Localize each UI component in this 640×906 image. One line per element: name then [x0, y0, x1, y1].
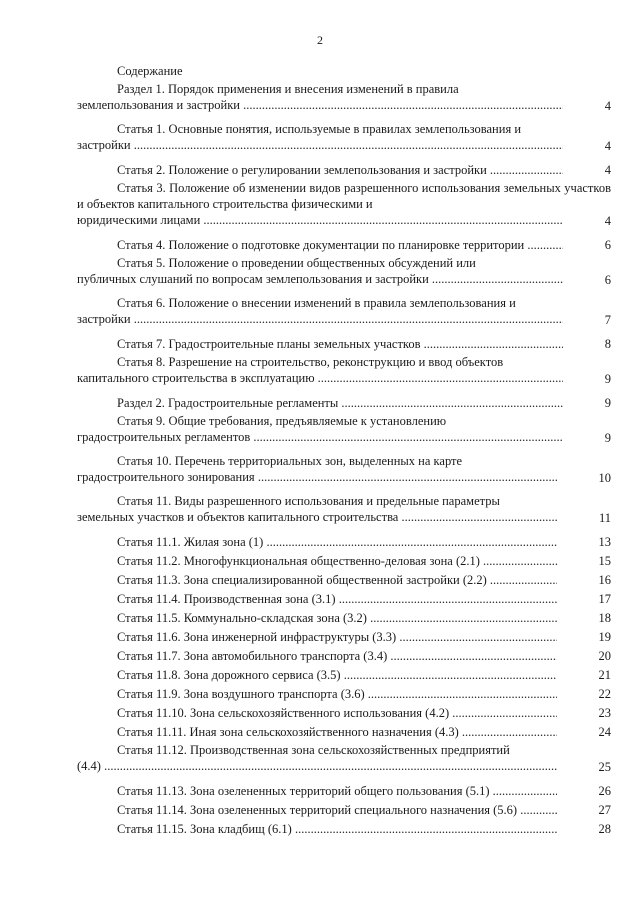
toc-entry[interactable] — [77, 704, 611, 723]
page-number: 2 — [317, 33, 323, 47]
toc-entry-title-continuation: градостроительных регламентов ..... — [77, 429, 611, 445]
toc-page-number: 4 — [563, 98, 611, 114]
toc-entry[interactable] — [77, 81, 611, 114]
toc-entry[interactable] — [77, 723, 611, 742]
toc-entry[interactable] — [77, 742, 611, 775]
toc-page-number: 28 — [557, 820, 612, 839]
toc-page-number: 22 — [557, 685, 612, 704]
toc-page-number: 4 — [563, 213, 611, 229]
toc-entry-title: Статья 11.13. Зона озелененных территорий общего пользования (5.1) — [117, 784, 490, 798]
toc-page-number: 13 — [557, 533, 612, 552]
toc-page-number: 17 — [557, 590, 612, 609]
toc-entry-title: Статья 11.12. Производственная зона сельскохозяйственных предприятий — [117, 743, 510, 757]
toc-entry-title: Статья 11.14. Зона озелененных территорий специального назначения (5.6) — [117, 803, 518, 817]
toc-entry[interactable] — [77, 685, 611, 704]
toc-entry[interactable] — [77, 453, 611, 486]
toc-page-number: 18 — [557, 609, 612, 628]
toc-entry-title-continuation: капитального строительства в эксплуатацию ..... — [77, 370, 611, 386]
toc-entry-title: Статья 11.9. Зона воздушного транспорта (3.6) — [117, 687, 365, 701]
toc-page-number: 25 — [557, 759, 612, 775]
toc-entry-title: Статья 6. Положение о внесении изменений в правила землепользования и — [117, 296, 516, 310]
toc-heading: Содержание — [117, 64, 183, 78]
toc-entry-title: Статья 7. Градостроительные планы земельных участков — [117, 337, 421, 351]
toc-page-number: 6 — [563, 236, 611, 255]
toc-entry[interactable] — [77, 552, 611, 571]
toc-page-number: 10 — [557, 470, 612, 486]
toc-page-number: 11 — [557, 510, 611, 526]
toc-entry[interactable] — [77, 236, 611, 255]
toc-entry-title-continuation: публичных слушаний по вопросам землепользования и застройки ..... — [77, 271, 611, 287]
toc-entry[interactable] — [77, 295, 611, 328]
toc-entry-title: Статья 11.15. Зона кладбищ (6.1) — [117, 822, 292, 836]
toc-entry-title: Статья 11.7. Зона автомобильного транспорта (3.4) — [117, 649, 388, 663]
toc-entry-title-continuation: землепользования и застройки ..... — [77, 97, 611, 113]
toc-entry-title-continuation: застройки ..... — [77, 137, 611, 153]
toc-entry[interactable] — [77, 493, 611, 526]
toc-page-number: 26 — [557, 782, 612, 801]
toc-page-number: 15 — [557, 552, 612, 571]
toc-entry[interactable] — [77, 354, 611, 387]
table-of-contents — [77, 62, 611, 839]
toc-page-number: 8 — [563, 335, 611, 354]
toc-page-number: 4 — [563, 161, 611, 180]
toc-page-number: 9 — [563, 394, 611, 413]
toc-entry[interactable] — [77, 255, 611, 288]
toc-entry-title-continuation: градостроительного зонирования ..... — [77, 469, 611, 485]
toc-entry-title: Статья 11.8. Зона дорожного сервиса (3.5) — [117, 668, 341, 682]
toc-entry-title: Статья 11.10. Зона сельскохозяйственного использования (4.2) — [117, 706, 450, 720]
toc-entry[interactable] — [77, 121, 611, 154]
toc-entry-title: Статья 9. Общие требования, предъявляемые к установлению — [117, 414, 447, 428]
toc-entry-title: Статья 11. Виды разрешенного использования и предельные параметры — [117, 494, 500, 508]
toc-page-number: 9 — [563, 430, 611, 446]
toc-page-number: 19 — [557, 628, 612, 647]
toc-entry-title-continuation: земельных участков и объектов капитального строительства ..... — [77, 509, 611, 525]
toc-page-number: 23 — [557, 704, 612, 723]
toc-entry-title: Статья 11.1. Жилая зона (1) — [117, 535, 264, 549]
toc-entry[interactable] — [77, 820, 611, 839]
toc-page-number: 24 — [557, 723, 612, 742]
toc-entry[interactable] — [77, 533, 611, 552]
toc-entry[interactable] — [77, 571, 611, 590]
toc-entry[interactable] — [77, 394, 611, 413]
toc-entry[interactable] — [77, 161, 611, 180]
toc-entry-title: Статья 4. Положение о подготовке документации по планировке территории — [117, 238, 525, 252]
toc-entry-title: Статья 11.5. Коммунально-складская зона (3.2) — [117, 611, 367, 625]
toc-entry-title: Статья 3. Положение об изменении видов разрешенного использования земельных участков и объектов капитального строительства физическими и — [77, 181, 611, 211]
toc-entry[interactable] — [77, 801, 611, 820]
toc-entry[interactable] — [77, 782, 611, 801]
toc-entry-title: Статья 5. Положение о проведении общественных обсуждений или — [117, 256, 476, 270]
toc-entry-title: Статья 11.3. Зона специализированной общественной застройки (2.2) — [117, 573, 487, 587]
toc-entry-title: Раздел 2. Градостроительные регламенты — [117, 396, 339, 410]
toc-page-number: 9 — [563, 371, 611, 387]
toc-page-number: 21 — [557, 666, 612, 685]
toc-entry-title: Статья 8. Разрешение на строительство, реконструкцию и ввод объектов — [117, 355, 504, 369]
toc-entry-title: Раздел 1. Порядок применения и внесения изменений в правила — [117, 82, 459, 96]
toc-entry-title-continuation: юридическими лицами ..... — [77, 212, 611, 228]
toc-entry-title: Статья 11.6. Зона инженерной инфраструктуры (3.3) — [117, 630, 397, 644]
toc-entry[interactable] — [77, 413, 611, 446]
toc-page-number: 6 — [563, 272, 611, 288]
toc-entry-title: Статья 11.4. Производственная зона (3.1) — [117, 592, 336, 606]
toc-entry[interactable] — [77, 647, 611, 666]
toc-page-number: 7 — [563, 312, 611, 328]
toc-entry[interactable] — [77, 180, 611, 229]
toc-entry-title: Статья 11.2. Многофункциональная общественно-деловая зона (2.1) — [117, 554, 480, 568]
toc-entry-title: Статья 1. Основные понятия, используемые в правилах землепользования и — [117, 122, 522, 136]
toc-entry-title-continuation: застройки ..... — [77, 311, 611, 327]
toc-entry-title-continuation: (4.4) ..... — [77, 758, 611, 774]
toc-entry[interactable] — [77, 666, 611, 685]
toc-page-number: 4 — [563, 138, 611, 154]
toc-page-number: 16 — [557, 571, 612, 590]
toc-entry-title: Статья 2. Положение о регулировании землепользования и застройки — [117, 163, 487, 177]
toc-entry[interactable] — [77, 628, 611, 647]
toc-entry-title: Статья 11.11. Иная зона сельскохозяйственного назначения (4.3) — [117, 725, 459, 739]
toc-page-number: 20 — [557, 647, 612, 666]
toc-page-number: 27 — [557, 801, 612, 820]
toc-entry[interactable] — [77, 590, 611, 609]
toc-entry-title: Статья 10. Перечень территориальных зон, выделенных на карте — [117, 454, 463, 468]
toc-entry[interactable] — [77, 335, 611, 354]
toc-entry[interactable] — [77, 609, 611, 628]
